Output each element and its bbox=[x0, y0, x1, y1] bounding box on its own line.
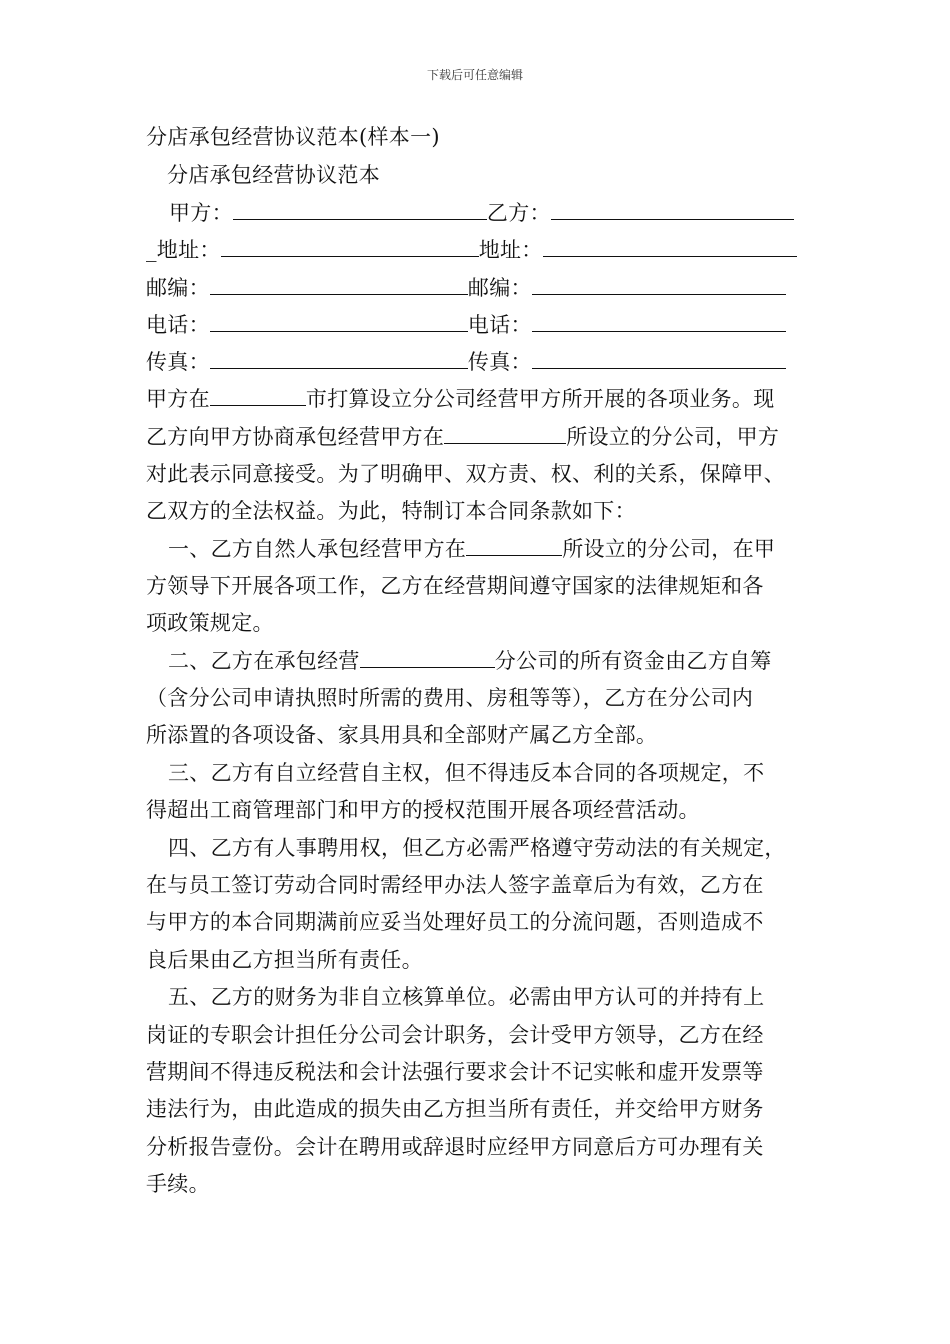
clause-2-company-blank[interactable] bbox=[360, 647, 495, 668]
party-b-label: 乙方： bbox=[486, 201, 551, 225]
clause-4-line-1: 四、乙方有人事聘用权，但乙方必需严格遵守劳动法的有关规定， bbox=[168, 836, 786, 860]
intro-text: 乙方向甲方协商承包经营甲方在 bbox=[146, 425, 445, 449]
party-a-address-label: _地址： bbox=[146, 238, 221, 262]
clause-text: 二、乙方在承包经营 bbox=[168, 649, 360, 673]
form-row-party bbox=[169, 199, 839, 227]
page-header-note: 下载后可任意编辑 bbox=[426, 68, 523, 82]
clause-5-line-5: 分析报告壹份。会计在聘用或辞退时应经甲方同意后方可办理有关 bbox=[146, 1135, 764, 1159]
clause-1-line-2: 方领导下开展各项工作，乙方在经营期间遵守国家的法律规矩和各 bbox=[146, 574, 764, 598]
intro-text: 市打算设立分公司经营甲方所开展的各项业务。现 bbox=[305, 387, 775, 411]
form-row-phone bbox=[146, 311, 816, 339]
form-row-fax bbox=[146, 348, 816, 376]
document-title: 分店承包经营协议范本(样本一) bbox=[146, 125, 440, 149]
clause-5-line-6: 手续。 bbox=[146, 1172, 210, 1196]
form-row-address bbox=[146, 236, 816, 264]
clause-5-line-2: 岗证的专职会计担任分公司会计职务，会计受甲方领导，乙方在经 bbox=[146, 1023, 764, 1047]
party-b-phone-label: 电话： bbox=[467, 313, 532, 337]
clause-text: 一、乙方自然人承包经营甲方在 bbox=[168, 537, 467, 561]
party-b-phone-blank[interactable] bbox=[532, 311, 786, 332]
intro-line-2 bbox=[146, 423, 816, 451]
clause-3-line-1: 三、乙方有自立经营自主权，但不得违反本合同的各项规定，不 bbox=[168, 761, 765, 785]
party-b-postcode-blank[interactable] bbox=[532, 274, 786, 295]
party-b-fax-blank[interactable] bbox=[532, 348, 786, 369]
clause-5-line-3: 营期间不得违反税法和会计法强行要求会计不记实帐和虚开发票等 bbox=[146, 1060, 764, 1084]
clause-1-line-1 bbox=[168, 535, 838, 563]
city-blank[interactable] bbox=[210, 385, 306, 406]
party-a-phone-blank[interactable] bbox=[210, 311, 468, 332]
party-a-fax-blank[interactable] bbox=[210, 348, 468, 369]
clause-1-location-blank[interactable] bbox=[466, 535, 562, 556]
party-a-address-blank[interactable] bbox=[221, 236, 479, 257]
form-row-postcode bbox=[146, 274, 816, 302]
party-a-postcode-blank[interactable] bbox=[210, 274, 468, 295]
clause-text: 分公司的所有资金由乙方自筹 bbox=[494, 649, 772, 673]
document-subtitle: 分店承包经营协议范本 bbox=[167, 163, 380, 187]
intro-line-1 bbox=[146, 385, 816, 413]
intro-line-4: 乙双方的全法权益。为此，特制订本合同条款如下： bbox=[146, 499, 636, 523]
party-a-fax-label: 传真： bbox=[146, 350, 210, 374]
intro-line-3: 对此表示同意接受。为了明确甲、双方责、权、利的关系，保障甲、 bbox=[146, 462, 785, 486]
clause-2-line-1 bbox=[168, 647, 838, 675]
clause-4-line-4: 良后果由乙方担当所有责任。 bbox=[146, 948, 423, 972]
clause-1-line-3: 项政策规定。 bbox=[146, 611, 274, 635]
clause-3-line-2: 得超出工商管理部门和甲方的授权范围开展各项经营活动。 bbox=[146, 798, 700, 822]
location-blank[interactable] bbox=[444, 423, 566, 444]
party-b-address-blank[interactable] bbox=[543, 236, 797, 257]
clause-5-line-1: 五、乙方的财务为非自立核算单位。必需由甲方认可的并持有上 bbox=[168, 985, 765, 1009]
party-b-fax-label: 传真： bbox=[467, 350, 532, 374]
clause-2-line-3: 所添置的各项设备、家具用具和全部财产属乙方全部。 bbox=[146, 723, 658, 747]
clause-text: 所设立的分公司，在甲 bbox=[562, 537, 776, 561]
party-a-blank[interactable] bbox=[233, 199, 487, 220]
party-b-blank[interactable] bbox=[551, 199, 794, 220]
clause-4-line-2: 在与员工签订劳动合同时需经甲办法人签字盖章后为有效，乙方在 bbox=[146, 873, 764, 897]
party-a-label: 甲方： bbox=[169, 201, 233, 225]
clause-5-line-4: 违法行为，由此造成的损失由乙方担当所有责任，并交给甲方财务 bbox=[146, 1097, 764, 1121]
party-b-address-label: 地址： bbox=[478, 238, 543, 262]
party-b-postcode-label: 邮编： bbox=[467, 276, 532, 300]
intro-text: 所设立的分公司，甲方 bbox=[566, 425, 780, 449]
party-a-postcode-label: 邮编： bbox=[146, 276, 210, 300]
clause-4-line-3: 与甲方的本合同期满前应妥当处理好员工的分流问题，否则造成不 bbox=[146, 910, 764, 934]
party-a-phone-label: 电话： bbox=[146, 313, 210, 337]
clause-2-line-2: （含分公司申请执照时所需的费用、房租等等），乙方在分公司内 bbox=[146, 686, 754, 710]
intro-text: 甲方在 bbox=[146, 387, 210, 411]
